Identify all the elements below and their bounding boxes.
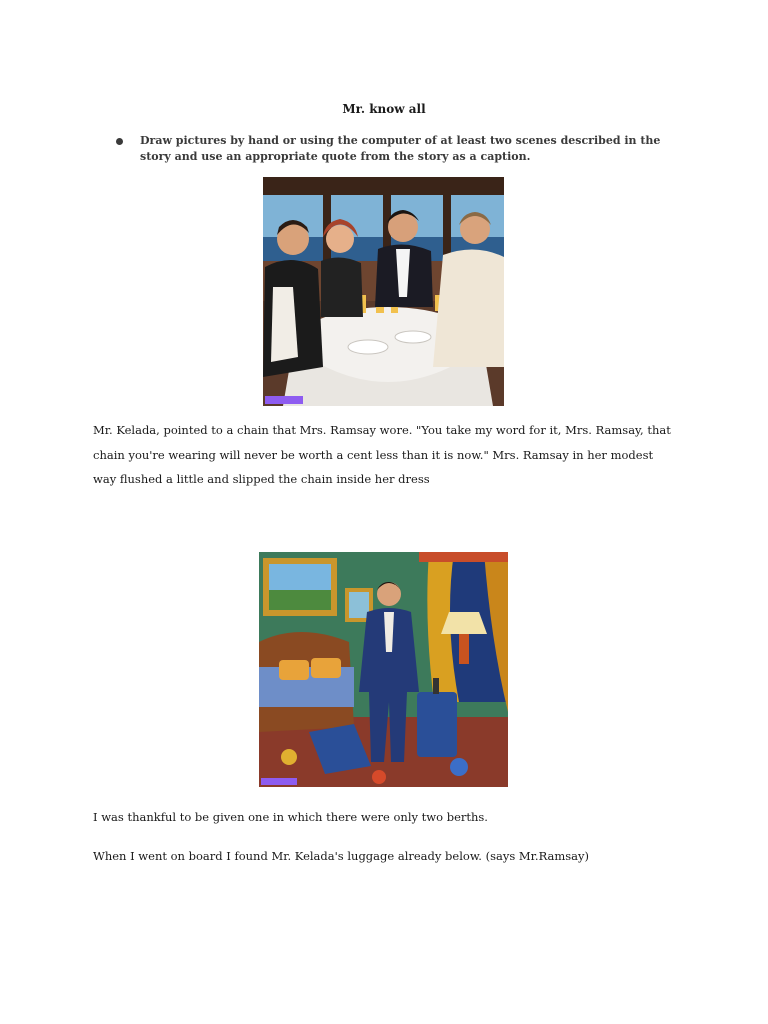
caption-one: Mr. Kelada, pointed to a chain that Mrs. Ramsay wore. "You take my word for it, Mrs. Ramsay, that chain you're wearing will never be worth a cent less than it is now." Mrs. Ramsay in her modest way flushed a little and slipped the chain inside her dress	[93, 423, 671, 486]
caption-two-line-two: When I went on board I found Mr. Kelada's luggage already below. (says Mr.Ramsay)	[93, 849, 589, 863]
instruction-bullet	[116, 133, 676, 165]
dining-scene-illustration	[263, 177, 504, 406]
instruction-text: Draw pictures by hand or using the computer of at least two scenes described in the story and use an appropriate quote from the story as a caption.	[140, 134, 661, 163]
cabin-scene-illustration	[259, 552, 508, 787]
caption-two-line-one: I was thankful to be given one in which there were only two berths.	[93, 810, 488, 824]
page-title: Mr. know all	[342, 102, 426, 116]
bullet-dot-icon	[116, 138, 123, 145]
